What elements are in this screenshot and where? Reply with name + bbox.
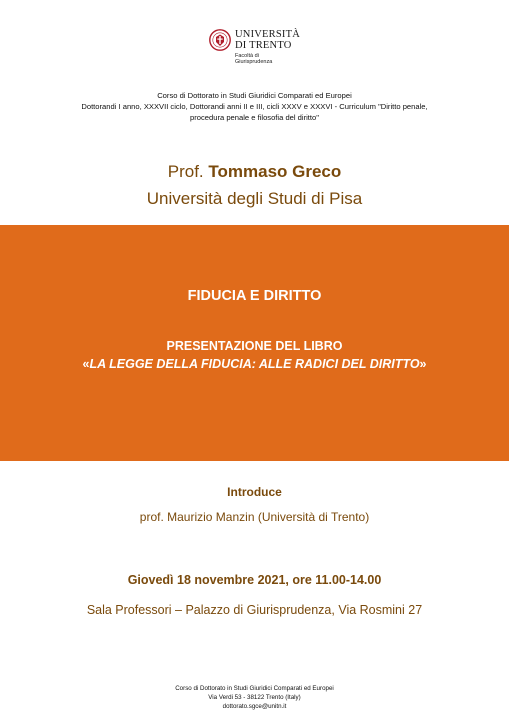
intro-name: prof. Maurizio Manzin (Università di Trento) (139, 510, 370, 524)
speaker-prefix: Prof. (167, 162, 204, 181)
quote-close: » (419, 357, 427, 371)
book-title: LA LEGGE DELLA FIDUCIA: ALLE RADICI DEL DIRITTO (89, 357, 420, 371)
book-title-line (0, 357, 509, 371)
speaker-name-line (0, 162, 509, 182)
speaker-affiliation: Università degli Studi di Pisa (146, 189, 363, 208)
header-line-3: procedura penale e filosofia del diritto" (190, 113, 319, 122)
speaker-name: Tommaso Greco (208, 162, 342, 181)
footer-email: dottorato.sgce@unitn.it (222, 703, 287, 710)
header-line-2: Dottorandi I anno, XXXVII ciclo, Dottorandi anni II e III, cicli XXXV e XXXVI - Curriculum "Diritto penale, (81, 102, 428, 111)
header-line-1: Corso di Dottorato in Studi Giuridici Comparati ed Europei (157, 91, 352, 100)
event-date: Giovedì 18 novembre 2021, ore 11.00-14.00 (127, 573, 382, 587)
quote-open: « (82, 357, 90, 371)
logo-line-3: Facoltà di (235, 53, 259, 59)
university-seal-icon (209, 29, 231, 51)
footer-line-2: Via Verdi 53 - 38122 Trento (Italy) (208, 694, 301, 701)
logo-line-2: DI TRENTO (235, 40, 292, 51)
event-title: FIDUCIA E DIRITTO (187, 288, 322, 304)
logo-line-4: Giurisprudenza (235, 59, 273, 65)
event-subtitle: PRESENTAZIONE DEL LIBRO (166, 339, 343, 353)
intro-label: Introduce (227, 485, 282, 499)
university-logo (209, 29, 300, 65)
logo-line-1: UNIVERSITÀ (235, 29, 300, 40)
footer-line-1: Corso di Dottorato in Studi Giuridici Comparati ed Europei (175, 685, 334, 692)
event-place: Sala Professori – Palazzo di Giurisprudenza, Via Rosmini 27 (86, 603, 423, 617)
